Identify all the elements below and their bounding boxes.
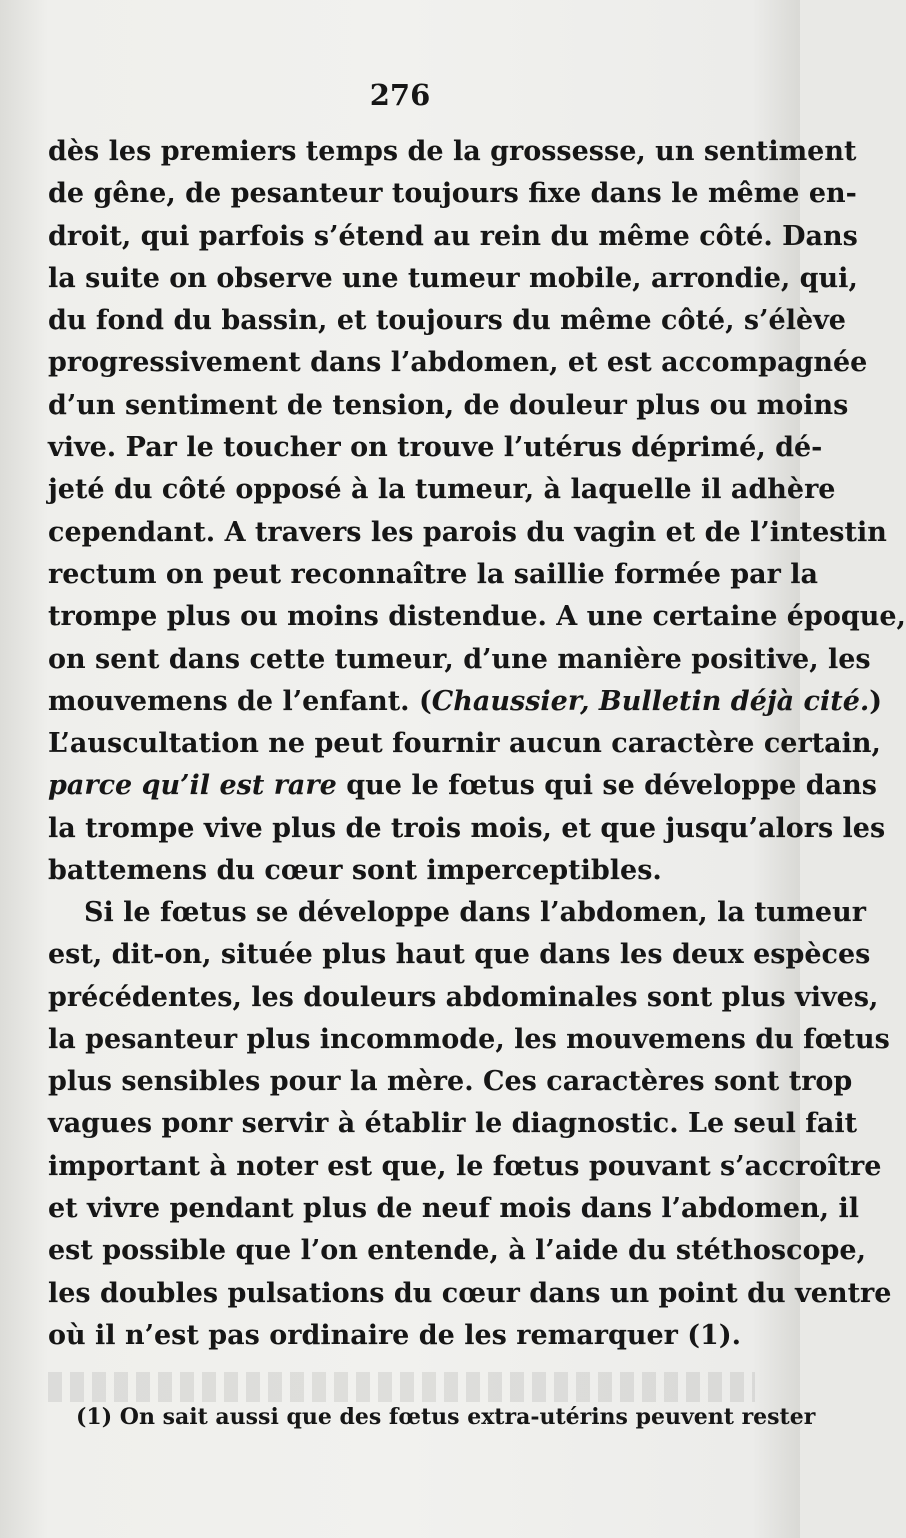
text-line-emphasis [48,765,877,807]
text-line: la pesanteur plus incommode, les mouvemens du fœtus [48,1023,890,1055]
text-line: est possible que l’on entende, à l’aide du stéthoscope, [48,1235,866,1267]
text-line: du fond du bassin, et toujours du même côté, s’élève [48,305,846,337]
text-line: précédentes, les douleurs abdominales sont plus vives, [48,981,879,1013]
paragraph-1 [48,131,906,892]
text-line: la suite on observe une tumeur mobile, arrondie, qui, [48,262,858,294]
text-continuation: que le fœtus qui se développe dans [336,770,877,802]
paragraph-2 [48,892,892,1357]
text-line: où il n’est pas ordinaire de les remarquer (1). [48,1319,741,1351]
text-line: et vivre pendant plus de neuf mois dans l’abdomen, il [48,1193,859,1225]
text-line: est, dit-on, située plus haut que dans les deux espèces [48,939,871,971]
bleed-through-texture [48,1372,755,1402]
text-line: vive. Par le toucher on trouve l’utérus déprimé, dé- [48,432,823,464]
text-line: cependant. A travers les parois du vagin et de l’intestin [48,516,887,548]
text-line: Si le fœtus se développe dans l’abdomen, la tumeur [84,897,866,928]
text-line: dès les premiers temps de la grossesse, un sentiment [48,136,857,167]
text-line: L’auscultation ne peut fournir aucun caractère certain, [48,728,881,760]
emphasis-text: parce qu’il est rare [48,770,337,802]
footnote: (1) On sait aussi que des fœtus extra-utérins peuvent rester [76,1404,816,1430]
page-number: 276 [369,78,431,112]
text-line: d’un sentiment de tension, de douleur plus ou moins [48,389,849,421]
text-line: progressivement dans l’abdomen, et est accompagnée [48,347,868,379]
text-line-citation [48,681,883,723]
text-line: plus sensibles pour la mère. Ces caractères sont trop [48,1066,853,1098]
text-line: on sent dans cette tumeur, d’une manière positive, les [48,643,871,675]
text-line: les doubles pulsations du cœur dans un point du ventre [48,1277,892,1309]
citation-reference: Chaussier, Bulletin déjà cité. [431,685,870,717]
text-line: de gêne, de pesanteur toujours fixe dans le même en- [48,178,857,210]
text-line: jeté du côté opposé à la tumeur, à laquelle il adhère [48,474,836,506]
text-line: battemens du cœur sont imperceptibles. [48,855,662,887]
text-line: la trompe vive plus de trois mois, et que jusqu’alors les [48,812,886,844]
citation-suffix: ) [869,685,883,717]
text-line: droit, qui parfois s’étend au rein du même côté. Dans [48,220,858,252]
text-line: vagues ponr servir à établir le diagnostic. Le seul fait [48,1108,858,1140]
citation-prefix: mouvemens de l’enfant. ( [48,685,432,717]
text-line: important à noter est que, le fœtus pouvant s’accroître [48,1150,882,1182]
text-line: trompe plus ou moins distendue. A une certaine époque, [48,601,906,633]
text-line: rectum on peut reconnaître la saillie formée par la [48,558,819,590]
